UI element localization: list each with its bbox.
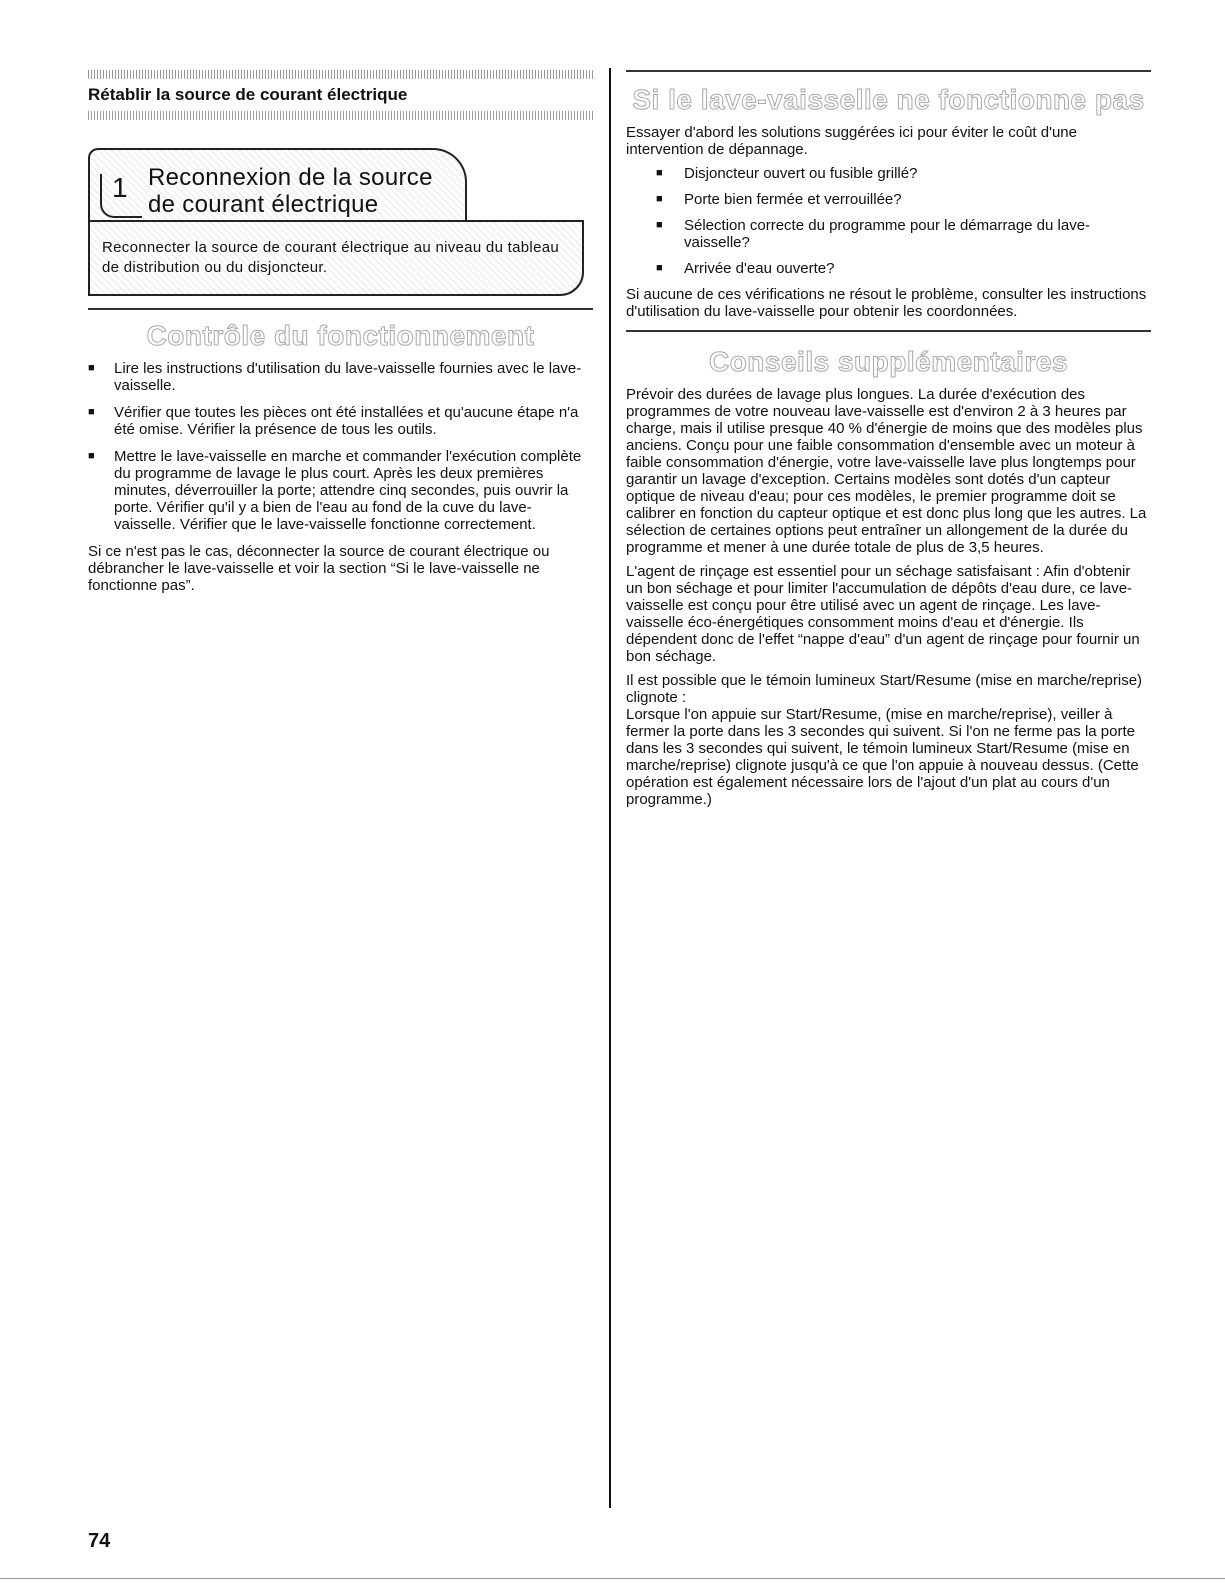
- paragraph-rinse-agent: L'agent de rinçage est essentiel pour un séchage satisfaisant : Afin d'obtenir un bon séchage et pour limiter l'accumulation de dépôts d'eau dure, ce lave-vaisselle est conçu pour être utilisé avec un agent de rinçage. Les lave-vaisselle éco-énergétiques consomment moins d'eau et d'énergie. Ils dépendent donc de l'effet “nappe d'eau” d'un agent de rinçage pour fournir un bon séchage.: [626, 563, 1140, 665]
- step-body: [88, 220, 584, 296]
- closing-paragraph: Si ce n'est pas le cas, déconnecter la source de courant électrique ou débrancher le lave-vaisselle et voir la section “Si le lave-vaisselle ne fonctionne pas”.: [88, 543, 550, 594]
- list-item: ■ Sélection correcte du programme pour le démarrage du lave-vaisselle?: [626, 217, 1151, 251]
- list-item: ■ Porte bien fermée et verrouillée?: [626, 191, 1151, 208]
- section-rule: [88, 308, 593, 310]
- left-column: [88, 70, 593, 601]
- subheading-restore-power: Rétablir la source de courant électrique: [88, 85, 408, 104]
- step-title: [148, 164, 433, 218]
- right-column: [626, 70, 1151, 815]
- section-title-ne-fonctionne-pas: Si le lave-vaisselle ne fonctionne pas: [632, 84, 1145, 115]
- check-list: [88, 360, 593, 533]
- column-divider: [609, 68, 611, 1508]
- right-top-rule: [626, 70, 1151, 72]
- sub-dotted-band: [88, 111, 593, 120]
- paragraph-start-resume: Lorsque l'on appuie sur Start/Resume, (mise en marche/reprise), veiller à fermer la porte dans les 3 secondes qui suivent. Si l'on ne ferme pas la porte dans les 3 secondes qui suivent, le témoin lumineux Start/Resume (mise en marche/reprise) clignote jusqu'à ce que l'on appuie à nouveau dessus. (Cette opération est également nécessaire lors de l'ajout d'un plat au cours d'un programme.): [626, 706, 1139, 808]
- list-item: ■ Mettre le lave-vaisselle en marche et commander l'exécution complète du programme de lavage le plus court. Après les deux premières minutes, déverrouiller la porte; attendre cinq secondes, puis ouvrir la porte. Vérifier qu'il y a bien de l'eau au fond de la cuve du lave-vaisselle. Vérifier que le lave-vaisselle fonctionne correctement.: [88, 448, 593, 533]
- step-text: Reconnecter la source de courant électrique au niveau du tableau de distribution ou du disjoncteur.: [102, 239, 559, 276]
- section-title-conseils: Conseils supplémentaires: [708, 346, 1068, 377]
- section-title-controle: Contrôle du fonctionnement: [146, 320, 535, 351]
- step-title-line2: de courant électrique: [148, 191, 379, 218]
- step-callout: [88, 148, 593, 308]
- list-item: ■ Arrivée d'eau ouverte?: [626, 260, 1151, 277]
- right-mid-rule: [626, 330, 1151, 332]
- step-number: 1: [112, 172, 128, 203]
- intro-paragraph: Essayer d'abord les solutions suggérées ici pour éviter le coût d'une intervention de dépannage.: [626, 124, 1077, 158]
- list-item: ■ Vérifier que toutes les pièces ont été installées et qu'aucune étape n'a été omise. Vérifier la présence de tous les outils.: [88, 404, 593, 438]
- step-tab: [88, 148, 467, 222]
- list-item: ■ Disjoncteur ouvert ou fusible grillé?: [626, 165, 1151, 182]
- bottom-rule: [0, 1578, 1225, 1579]
- paragraph-durations: Prévoir des durées de lavage plus longues. La durée d'exécution des programmes de votre nouveau lave-vaisselle est d'environ 2 à 3 heures par charge, mais il utilise presque 40 % d'énergie de moins que des modèles plus anciens. Conçu pour une faible consommation d'ensemble avec un moteur à faible consommation d'énergie, votre lave-vaisselle lave plus longtemps pour garantir un lavage d'exception. Certains modèles sont dotés d'un capteur optique de niveau d'eau; pour ces modèles, le premier programme doit se calibrer en fonction du capteur optique et est donc plus long que les autres. La sélection de certaines options peut entraîner un allongement de la durée du programme et mener à une durée totale de plus de 3,5 heures.: [626, 386, 1147, 556]
- step-title-line1: Reconnexion de la source: [148, 164, 433, 191]
- page-number: 74: [88, 1530, 111, 1552]
- paragraph-indicator: Il est possible que le témoin lumineux Start/Resume (mise en marche/reprise) clignote :: [626, 672, 1143, 706]
- after-list-paragraph: Si aucune de ces vérifications ne résout le problème, consulter les instructions d'utilisation du lave-vaisselle pour obtenir les coordonnées.: [626, 286, 1147, 320]
- list-item: ■ Lire les instructions d'utilisation du lave-vaisselle fournies avec le lave-vaisselle.: [88, 360, 593, 394]
- top-dotted-band: [88, 70, 593, 79]
- troubleshoot-list: [626, 165, 1151, 277]
